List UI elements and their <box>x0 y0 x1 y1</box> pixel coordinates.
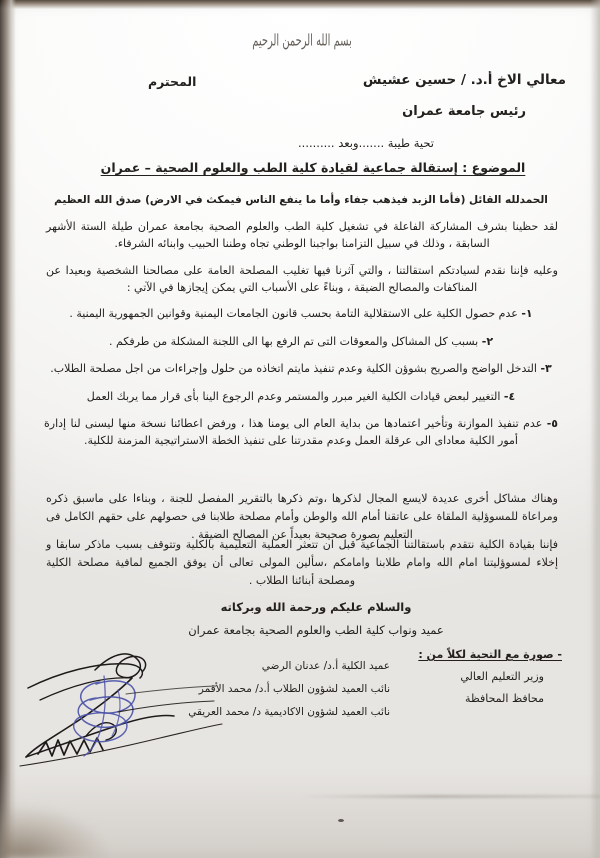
signatory-line: نائب العميد لشؤون الطلاب أ.د/ محمد الأقمر <box>198 683 390 695</box>
salutation-line: والسلام عليكم ورحمة الله وبركاته <box>220 600 412 614</box>
basmala-calligraphy: بسم الله الرحمن الرحيم <box>252 31 352 50</box>
document-content <box>28 0 576 858</box>
list-item-number: ٤- <box>503 389 516 403</box>
closing-paragraph-1: وهناك مشاكل أخرى عديدة لايسع المجال لذكرها ،وتم ذكرها بالتقرير المفصل للجنة ، وبناءا على ماسبق ذكره ومراعاة للمسوؤلية الملقاة على عاتقنا أمام الله والوطن وأمام مصلحة طلابنا فى حصولهم على حقهم الكامل فى التعليم بصورة صحيحة بعيداً عن المصالح الضيقة . <box>46 492 558 541</box>
list-item-number: ٣- <box>540 362 552 375</box>
cc-block <box>412 648 562 705</box>
list-item-text: بسبب كل المشاكل والمعوقات التى تم الرفع بها الى اللجنة المشكلة من طرفكم . <box>108 334 479 348</box>
list-item <box>44 334 558 351</box>
list-item <box>44 361 558 378</box>
reasons-list <box>44 306 558 460</box>
signatory-line: نائب العميد لشؤون الاكاديمية د/ محمد العريقي <box>188 706 390 718</box>
scan-edge-right <box>590 0 600 858</box>
list-item-text: التغيير لبعض قيادات الكلية الغير مبرر والمستمر وعدم الرجوع الينا بأى قرار مما يربك العمل <box>86 389 501 403</box>
body-paragraph-2: وعليه فإننا نقدم لسيادتكم استقالتنا ، والتي آثرنا فيها تغليب المصلحة العامة على مصالحنا الشخصية وبعيدا عن المناكفات والمصالح الضيقة ، وبناءً على الأسباب التي يمكن إيجازها في الآتي : <box>46 264 558 295</box>
list-item-text: عدم تنفيذ الموازنة وتأخير اعتمادها من بداية العام الى يومنا هذا ، ورفض اعطائنا نسخة منها ليسنى لنا إدارة أمور الكلية معاداى الى عرقلة العمل وعدم مقدرتنا على تنفيذ الخطة الاستراتيجية المزمنة للكلية. <box>44 417 543 447</box>
list-item <box>44 389 558 406</box>
scan-edge-left <box>0 0 16 858</box>
cc-recipient: محافظ المحافظة <box>465 692 544 705</box>
list-item-text: التدخل الواضح والصريح بشوؤن الكلية وعدم تنفيذ مايتم اتخاذه من حلول وإجراءات من اجل مصلحة الطلاب. <box>50 362 537 375</box>
list-item <box>44 306 558 323</box>
list-item-number: ٥- <box>546 417 559 430</box>
list-item-number: ١- <box>521 307 533 320</box>
subject-line: الموضوع : إستقالة جماعية لقيادة كلية الطب والعلوم الصحية – عمران <box>100 160 526 175</box>
addressee-line: معالي الاخ أ.د. / حسين عشيش <box>362 72 566 88</box>
list-item-text: عدم حصول الكلية على الاستقلالية التامة بحسب قانون الجامعات اليمنية وقوانين الجمهورية اليمنية . <box>69 307 518 320</box>
cc-heading: - صورة مع التحية لكلاً من : <box>418 648 562 661</box>
greeting-line: تحية طيبة .......وبعد .......... <box>298 136 434 150</box>
signatory-line: عميد الكلية أ.د/ عدنان الرضي <box>261 660 390 672</box>
addressee-honorific: المحترم <box>148 74 197 89</box>
closing-paragraph-2: فإننا بقيادة الكلية نتقدم باستقالتنا الجماعية قبل ان تتعثر العملية التعليمية بالكلية وتتوقف بسبب ماذكر سابقا و إخلاء لمسوؤليتنا امام الله وامام طلابنا وامامكم ،سألين المولى تعالى أن يوفق الجميع لمافية مصلحة الكلية ومصلحة أبنائنا الطلاب . <box>46 538 558 587</box>
signatory-list <box>70 660 390 729</box>
cc-recipient: وزير التعليم العالي <box>460 670 544 683</box>
list-item-number: ٢- <box>481 334 494 348</box>
signer-group-line: عميد ونواب كلية الطب والعلوم الصحية بجامعة عمران <box>188 623 444 637</box>
quran-verse-line: الحمدلله القائل (فأما الزبد فيذهب جفاء وأما ما ينفع الناس فيمكث في الارض) صدق الله العظيم <box>54 194 548 206</box>
body-paragraph-1: لقد حظينا بشرف المشاركة الفاعلة في تشغيل كلية الطب والعلوم الصحية بجامعة عمران طيلة الستة الأشهر السابقة ، وذلك في سبيل التزامنا بواجبنا الوطني تجاه وطننا الحبيب وابنائه الشرفاء. <box>46 220 558 251</box>
addressee-role: رئيس جامعة عمران <box>402 104 526 119</box>
list-item <box>44 416 558 449</box>
